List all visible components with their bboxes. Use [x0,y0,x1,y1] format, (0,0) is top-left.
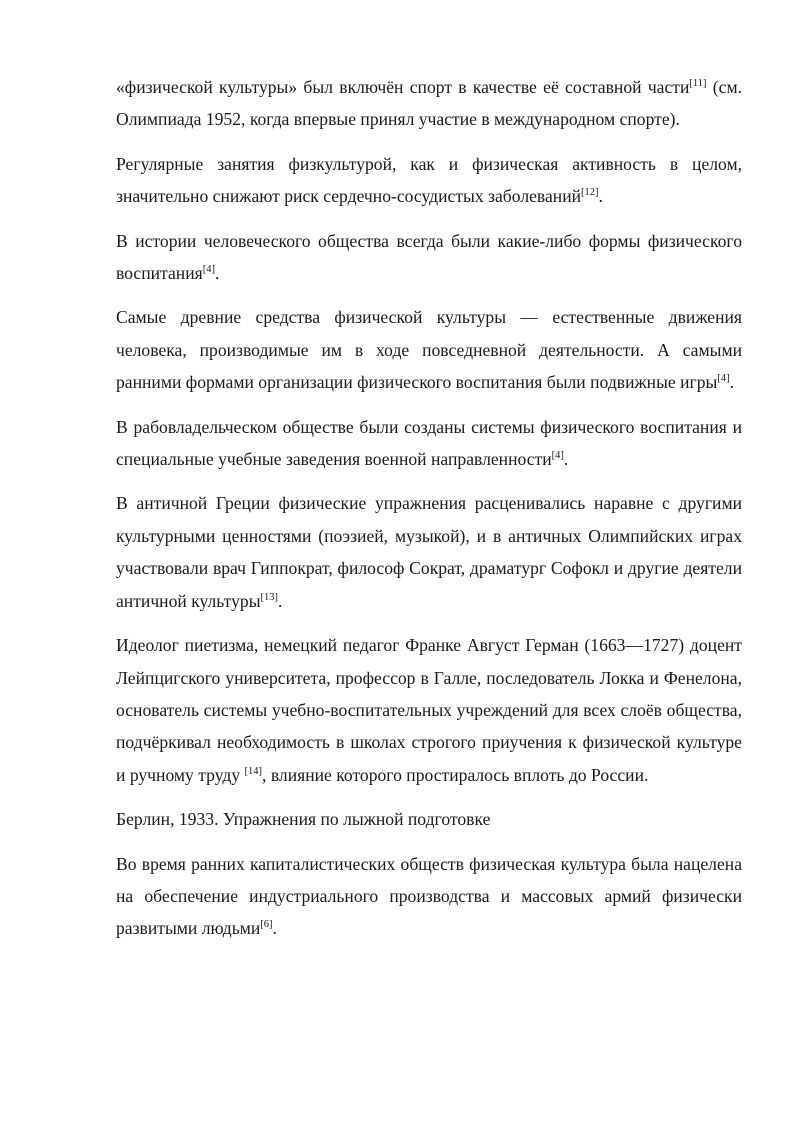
paragraph-tail: . [278,590,283,611]
paragraph-tail: . [272,918,277,939]
footnote-reference[interactable]: [4] [202,264,215,276]
paragraph-text: Самые древние средства физической культуры — естественные движения человека, производимые им в ходе повседневной деятельности. А самыми ранними формами организации физического воспитания были подвижные игры [116,307,742,393]
footnote-reference[interactable]: [4] [717,373,730,385]
paragraph-cardiovascular-risk [116,148,742,213]
paragraph-text: Идеолог пиетизма, немецкий педагог Франке Август Герман (1663—1727) доцент Лейпцигского университета, профессор в Галле, последователь Локка и Фенелона, основатель системы учебно-воспитательных учреждений для всех слоёв общества, подчёркивал необходимость в школах строгого приучения к физической культуре и ручному труду [116,635,742,785]
footnote-reference[interactable]: [6] [260,919,273,931]
paragraph-ancient-greece [116,487,742,617]
document-page [116,71,742,957]
paragraph-history-of-education [116,225,742,290]
paragraph-capitalist-societies [116,848,742,945]
footnote-reference[interactable]: [13] [260,591,279,603]
caption-text: Берлин, 1933. Упражнения по лыжной подготовке [116,809,491,830]
paragraph-tail: . [598,186,603,207]
paragraph-tail: . [214,263,220,284]
footnote-reference[interactable]: [12] [581,187,599,199]
paragraph-tail: . [729,372,735,393]
paragraph-text: В истории человеческого общества всегда были какие-либо формы физического воспитания [116,230,742,284]
paragraph-text: «физической культуры» был включён спорт в качестве её составной части [116,77,690,97]
paragraph-tail: . [563,449,569,470]
footnote-reference[interactable]: [14] [244,765,263,777]
paragraph-text: В античной Греции физические упражнения расценивались наравне с другими культурными ценностями (поэзией, музыкой), и в античных Олимпийских играх участвовали врач Гиппократ, философ Сократ, драматург Софокл и другие деятели античной культуры [116,493,742,611]
image-caption-berlin-1933 [116,803,742,835]
paragraph-sport-in-physical-culture [116,71,742,136]
paragraph-text: Во время ранних капиталистических обществ физическая культура была нацелена на обеспечение индустриального производства и массовых армий физически развитыми людьми [116,853,742,939]
paragraph-pietism-francke [116,629,742,791]
paragraph-ancient-means [116,301,742,398]
paragraph-text: В рабовладельческом обществе были созданы системы физического воспитания и специальные учебные заведения военной направленности [116,416,742,470]
paragraph-slave-society [116,411,742,476]
footnote-reference[interactable]: [4] [551,450,564,462]
paragraph-text: Регулярные занятия физкультурой, как и физическая активность в целом, значительно снижают риск сердечно-сосудистых заболеваний [116,153,742,207]
paragraph-tail: , влияние которого простиралось вплоть до России. [262,764,649,785]
paragraph-tail: (см. Олимпиада 1952, когда впервые принял участие в международном спорте). [116,77,742,130]
footnote-reference[interactable]: [11] [689,78,707,89]
